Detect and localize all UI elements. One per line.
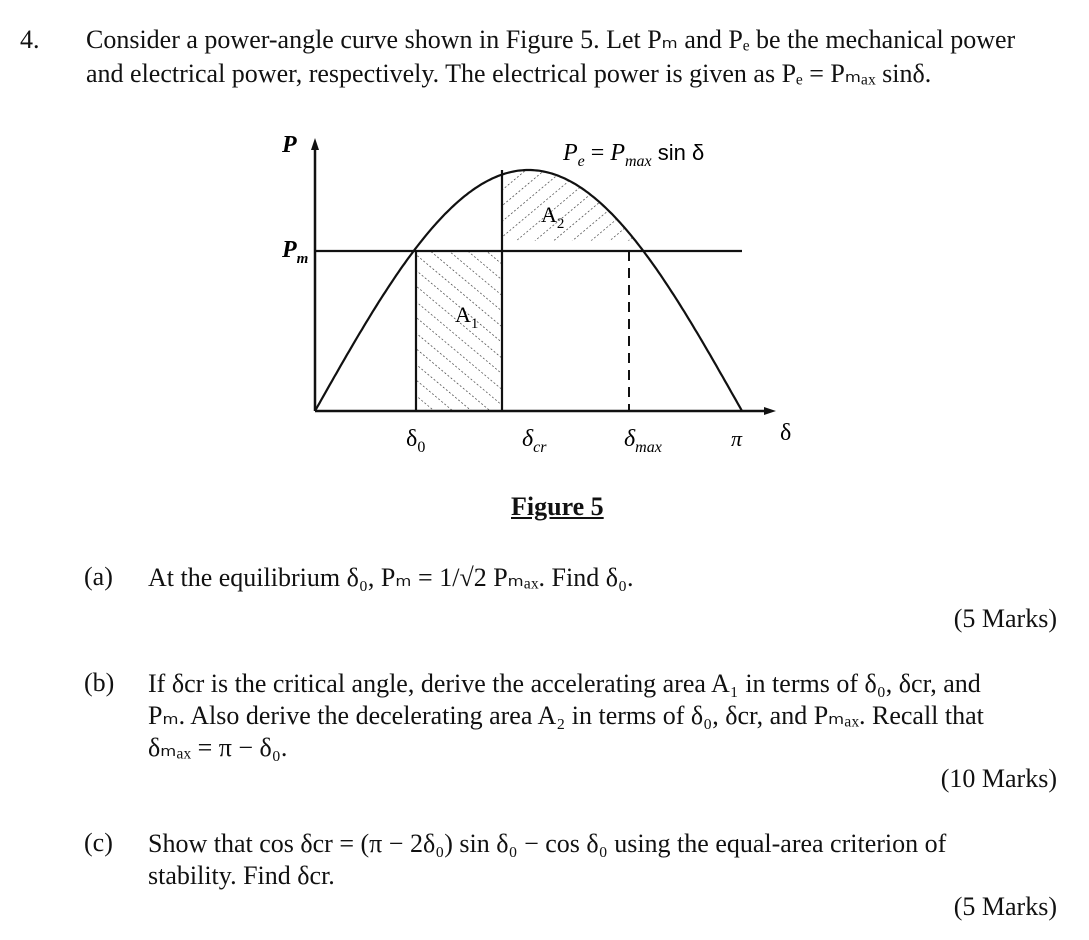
part-a-label: (a) [84,562,113,591]
part-a-marks: (5 Marks) [953,604,1057,633]
question-line-2: and electrical power, respectively. The electrical power is given as Pₑ = Pₘₐₓ sinδ. [86,59,932,88]
tick-delta-max: $\delta_{max}$ [624,426,662,456]
part-c-label: (c) [84,828,113,857]
part-c-line-2: stability. Find δcr. [148,861,335,890]
part-b-label: (b) [84,668,115,697]
tick-pi: π [731,426,743,451]
y-axis-label: P [282,132,297,158]
x-axis-arrow [764,407,776,415]
area-a1-label: $A_1$ [455,302,479,332]
y-axis-arrow [311,138,319,150]
part-b-line-3: δₘₐₓ = π − δ₀. [148,733,288,762]
area-a1 [416,251,502,411]
figure-caption: Figure 5 [511,492,604,521]
area-a2-label: $A_2$ [541,202,565,232]
pm-label: $P_m$ [282,237,309,267]
part-b-line-2: Pₘ. Also derive the decelerating area A₂ in terms of δ₀, δcr, and Pₘₐₓ. Recall that [148,701,984,730]
part-c-line-1: Show that cos δcr = (π − 2δ₀) sin δ₀ − cos δ₀ using the equal-area criterion of [148,829,947,858]
part-c-marks: (5 Marks) [953,892,1057,921]
question-number: 4. [20,25,40,54]
x-axis-label: δ [780,420,792,446]
part-b-marks: (10 Marks) [940,764,1057,793]
part-a-text: At the equilibrium δ₀, Pₘ = 1/√2 Pₘₐₓ. Find δ₀. [148,563,634,592]
tick-delta-cr: $\delta_{cr}$ [522,426,547,456]
tick-delta-0: $\delta_0$ [406,426,426,456]
question-line-1: Consider a power-angle curve shown in Figure 5. Let Pₘ and Pₑ be the mechanical power [86,25,1016,54]
part-b-line-1: If δcr is the critical angle, derive the accelerating area A₁ in terms of δ₀, δcr, and [148,669,981,698]
curve-label: $P_e = P_{max}$ sin δ [563,140,705,170]
